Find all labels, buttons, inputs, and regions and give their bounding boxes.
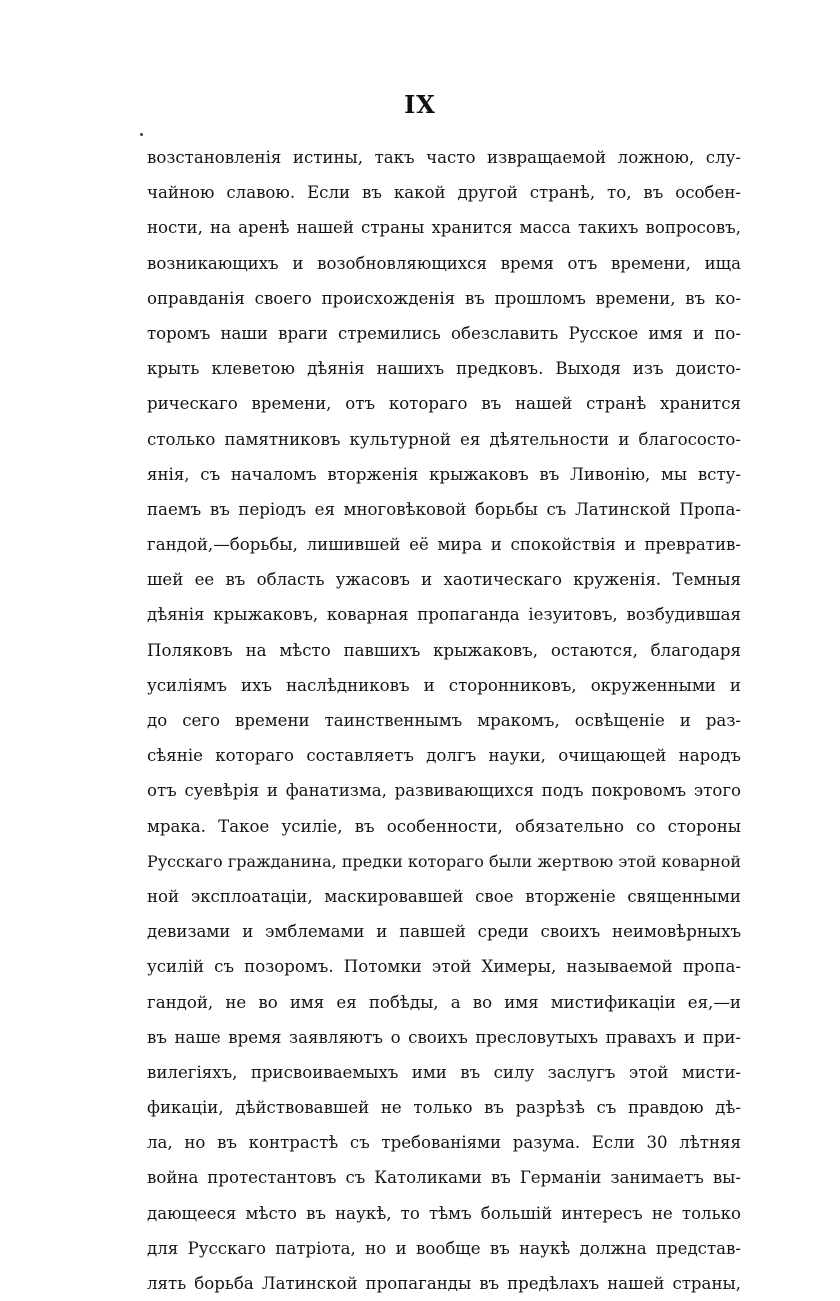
text-line: дѣянія крыжаковъ, коварная пропаганда іезуитовъ, возбудившая: [147, 605, 741, 625]
text-line: отъ суевѣрія и фанатизма, развивающихся подъ покровомъ этого: [147, 781, 741, 801]
text-line: ла, но въ контрастѣ съ требованіями разума. Если 30 лѣтняя: [147, 1133, 741, 1153]
text-line: мрака. Такое усиліе, въ особенности, обязательно со стороны: [147, 816, 741, 836]
text-line: фикаціи, дѣйствовавшей не только въ разрѣзѣ съ правдою дѣ-: [147, 1098, 741, 1118]
text-line: гандой,—борьбы, лишившей её мира и спокойствія и превратив-: [147, 535, 741, 555]
text-line: паемъ въ періодъ ея многовѣковой борьбы съ Латинской Пропа-: [147, 499, 741, 519]
ink-speck: [140, 133, 143, 136]
text-line: столько памятниковъ культурной ея дѣятельности и благососто-: [147, 429, 741, 449]
text-line: для Русскаго патріота, но и вообще въ наукѣ должна представ-: [147, 1238, 741, 1258]
text-line: дающееся мѣсто въ наукѣ, то тѣмъ большій интересъ не только: [147, 1203, 741, 1223]
text-line: Русскаго гражданина, предки котораго были жертвою этой коварной: [147, 851, 741, 871]
text-line: янія, съ началомъ вторженія крыжаковъ въ Ливонію, мы всту-: [147, 464, 741, 484]
text-line: рическаго времени, отъ котораго въ нашей странѣ хранится: [147, 394, 741, 414]
body-text: [147, 140, 741, 1301]
text-line: сѣяніе котораго составляетъ долгъ науки, очищающей народъ: [147, 746, 741, 766]
text-line: возстановленія истины, такъ часто извращаемой ложною, слу-: [147, 148, 741, 167]
text-line: гандой, не во имя ея побѣды, а во имя мистификаціи ея,—и: [147, 992, 741, 1012]
text-line: усилій съ позоромъ. Потомки этой Химеры, называемой пропа-: [147, 957, 741, 977]
text-line: оправданія своего происхожденія въ прошломъ времени, въ ко-: [147, 288, 741, 308]
text-line: до сего времени таинственнымъ мракомъ, освѣщеніе и раз-: [147, 711, 741, 730]
text-line: въ наше время заявляютъ о своихъ пресловутыхъ правахъ и при-: [147, 1027, 741, 1047]
text-line: война протестантовъ съ Католиками въ Германіи занимаетъ вы-: [147, 1168, 741, 1188]
text-line: шей ее въ область ужасовъ и хаотическаго круженія. Темныя: [147, 570, 741, 590]
page-number: IX: [404, 90, 436, 119]
text-line: чайною славою. Если въ какой другой странѣ, то, въ особен-: [147, 183, 741, 203]
text-line: крыть клеветою дѣянія нашихъ предковъ. Выходя изъ доисто-: [147, 359, 741, 379]
text-line: девизами и эмблемами и павшей среди своихъ неимовѣрныхъ: [147, 922, 741, 942]
text-line: торомъ наши враги стремились обезславить Русское имя и по-: [147, 323, 741, 343]
text-line: ности, на аренѣ нашей страны хранится масса такихъ вопросовъ,: [147, 218, 741, 238]
text-line: усиліямъ ихъ наслѣдниковъ и сторонниковъ, окруженными и: [147, 675, 741, 695]
text-line: лять борьба Латинской пропаганды въ предѣлахъ нашей страны,: [147, 1274, 741, 1293]
text-line: вилегіяхъ, присвоиваемыхъ ими въ силу заслугъ этой мисти-: [147, 1062, 741, 1082]
text-line: Поляковъ на мѣсто павшихъ крыжаковъ, остаются, благодаря: [147, 640, 741, 660]
text-line: возникающихъ и возобновляющихся время отъ времени, ища: [147, 253, 741, 273]
text-line: ной эксплоатаціи, маскировавшей свое вторженіе священными: [147, 886, 741, 906]
